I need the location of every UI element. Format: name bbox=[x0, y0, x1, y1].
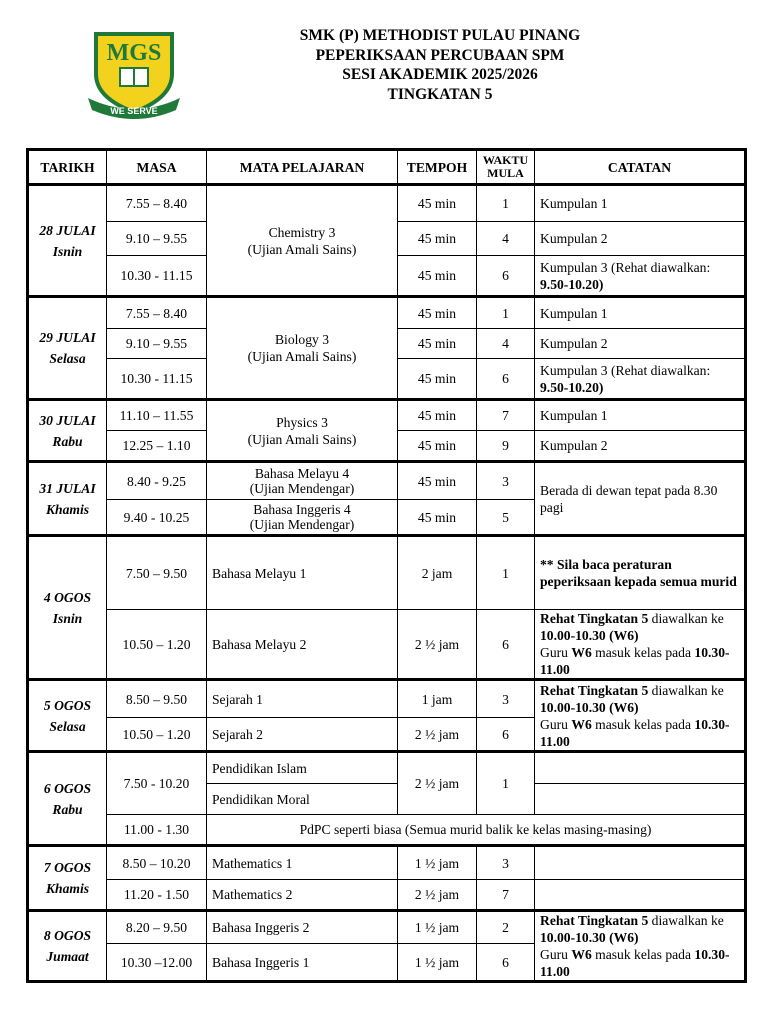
header-mata-pelajaran: MATA PELAJARAN bbox=[207, 150, 398, 185]
time-cell: 8.40 - 9.25 bbox=[107, 462, 207, 500]
time-cell: 10.30 –12.00 bbox=[107, 944, 207, 982]
time-cell: 11.00 - 1.30 bbox=[107, 815, 207, 846]
subject-cell: Chemistry 3 (Ujian Amali Sains) bbox=[207, 185, 398, 297]
date-cell: 4 OGOS Isnin bbox=[28, 536, 107, 680]
subject-cell: Sejarah 2 bbox=[207, 718, 398, 752]
start-period-cell: 1 bbox=[477, 185, 535, 222]
duration-cell: 45 min bbox=[398, 297, 477, 329]
duration-cell: 1 ½ jam bbox=[398, 944, 477, 982]
note-cell: Kumpulan 2 bbox=[535, 431, 746, 462]
duration-cell: 1 ½ jam bbox=[398, 846, 477, 880]
time-cell: 10.30 - 11.15 bbox=[107, 359, 207, 400]
table-row bbox=[28, 752, 746, 784]
table-row bbox=[28, 185, 746, 222]
time-cell: 9.10 – 9.55 bbox=[107, 222, 207, 256]
start-period-cell: 9 bbox=[477, 431, 535, 462]
time-cell: 10.30 - 11.15 bbox=[107, 256, 207, 297]
time-cell: 11.20 - 1.50 bbox=[107, 880, 207, 911]
start-period-cell: 3 bbox=[477, 462, 535, 500]
header-catatan: CATATAN bbox=[535, 150, 746, 185]
table-row bbox=[28, 400, 746, 431]
start-period-cell: 4 bbox=[477, 222, 535, 256]
start-period-cell: 1 bbox=[477, 752, 535, 815]
note-cell: Kumpulan 1 bbox=[535, 297, 746, 329]
start-period-cell: 4 bbox=[477, 329, 535, 359]
note-cell: Kumpulan 1 bbox=[535, 185, 746, 222]
exam-name: PEPERIKSAAN PERCUBAAN SPM bbox=[315, 46, 565, 64]
start-period-cell: 6 bbox=[477, 610, 535, 680]
note-cell bbox=[535, 784, 746, 815]
date-cell: 28 JULAI Isnin bbox=[28, 185, 107, 297]
start-period-cell: 3 bbox=[477, 846, 535, 880]
duration-cell: 45 min bbox=[398, 431, 477, 462]
time-cell: 7.55 – 8.40 bbox=[107, 297, 207, 329]
subject-cell: Biology 3 (Ujian Amali Sains) bbox=[207, 297, 398, 400]
header-tempoh: TEMPOH bbox=[398, 150, 477, 185]
time-cell: 10.50 – 1.20 bbox=[107, 610, 207, 680]
start-period-cell: 6 bbox=[477, 256, 535, 297]
crest-initials: MGS bbox=[106, 40, 162, 66]
subject-cell: Bahasa Inggeris 1 bbox=[207, 944, 398, 982]
duration-cell: 45 min bbox=[398, 256, 477, 297]
date-cell: 6 OGOS Rabu bbox=[28, 752, 107, 846]
table-row bbox=[28, 880, 746, 911]
time-cell: 8.50 – 9.50 bbox=[107, 680, 207, 718]
note-cell: Berada di dewan tepat pada 8.30 pagi bbox=[535, 462, 746, 536]
duration-cell: 1 jam bbox=[398, 680, 477, 718]
subject-cell: Bahasa Melayu 2 bbox=[207, 610, 398, 680]
table-row bbox=[28, 462, 746, 500]
date-cell: 29 JULAI Selasa bbox=[28, 297, 107, 400]
form-level: TINGKATAN 5 bbox=[387, 85, 493, 103]
duration-cell: 2 ½ jam bbox=[398, 880, 477, 911]
duration-cell: 45 min bbox=[398, 222, 477, 256]
time-cell: 8.20 – 9.50 bbox=[107, 911, 207, 944]
subject-cell: Physics 3 (Ujian Amali Sains) bbox=[207, 400, 398, 462]
pdpc-cell: PdPC seperti biasa (Semua murid balik ke kelas masing-masing) bbox=[207, 815, 746, 846]
start-period-cell: 5 bbox=[477, 500, 535, 536]
subject-cell: Bahasa Melayu 1 bbox=[207, 536, 398, 610]
start-period-cell: 7 bbox=[477, 400, 535, 431]
note-cell: Rehat Tingkatan 5 diawalkan ke 10.00-10.30 (W6) Guru W6 masuk kelas pada 10.30-11.00 bbox=[535, 610, 746, 680]
session: SESI AKADEMIK 2025/2026 bbox=[342, 66, 538, 83]
start-period-cell: 6 bbox=[477, 359, 535, 400]
time-cell: 7.50 - 10.20 bbox=[107, 752, 207, 815]
date-cell: 31 JULAI Khamis bbox=[28, 462, 107, 536]
start-period-cell: 2 bbox=[477, 911, 535, 944]
duration-cell: 45 min bbox=[398, 359, 477, 400]
subject-cell: Sejarah 1 bbox=[207, 680, 398, 718]
time-cell: 7.50 – 9.50 bbox=[107, 536, 207, 610]
start-period-cell: 6 bbox=[477, 718, 535, 752]
subject-cell: Bahasa Inggeris 2 bbox=[207, 911, 398, 944]
start-period-cell: 1 bbox=[477, 536, 535, 610]
date-cell: 5 OGOS Selasa bbox=[28, 680, 107, 752]
crest-motto: WE SERVE bbox=[110, 106, 158, 116]
table-row bbox=[28, 680, 746, 718]
school-crest-logo bbox=[86, 28, 182, 120]
time-cell: 10.50 – 1.20 bbox=[107, 718, 207, 752]
table-row bbox=[28, 536, 746, 610]
subject-cell: Mathematics 2 bbox=[207, 880, 398, 911]
subject-cell: Bahasa Melayu 4 (Ujian Mendengar) bbox=[207, 462, 398, 500]
exam-schedule-table bbox=[26, 148, 747, 983]
note-cell bbox=[535, 846, 746, 880]
time-cell: 7.55 – 8.40 bbox=[107, 185, 207, 222]
note-cell: Kumpulan 3 (Rehat diawalkan: 9.50-10.20) bbox=[535, 256, 746, 297]
duration-cell: 2 ½ jam bbox=[398, 752, 477, 815]
subject-cell: Pendidikan Islam bbox=[207, 752, 398, 784]
date-cell: 8 OGOS Jumaat bbox=[28, 911, 107, 982]
time-cell: 9.10 – 9.55 bbox=[107, 329, 207, 359]
duration-cell: 45 min bbox=[398, 462, 477, 500]
note-cell: Rehat Tingkatan 5 diawalkan ke 10.00-10.30 (W6) Guru W6 masuk kelas pada 10.30-11.00 bbox=[535, 680, 746, 752]
duration-cell: 45 min bbox=[398, 329, 477, 359]
duration-cell: 45 min bbox=[398, 185, 477, 222]
table-row bbox=[28, 610, 746, 680]
time-cell: 12.25 – 1.10 bbox=[107, 431, 207, 462]
subject-cell: Mathematics 1 bbox=[207, 846, 398, 880]
date-cell: 30 JULAI Rabu bbox=[28, 400, 107, 462]
duration-cell: 2 ½ jam bbox=[398, 718, 477, 752]
time-cell: 8.50 – 10.20 bbox=[107, 846, 207, 880]
note-cell bbox=[535, 752, 746, 784]
duration-cell: 2 jam bbox=[398, 536, 477, 610]
note-cell: Kumpulan 3 (Rehat diawalkan: 9.50-10.20) bbox=[535, 359, 746, 400]
note-cell bbox=[535, 880, 746, 911]
note-cell: Kumpulan 2 bbox=[535, 329, 746, 359]
start-period-cell: 7 bbox=[477, 880, 535, 911]
duration-cell: 2 ½ jam bbox=[398, 610, 477, 680]
duration-cell: 45 min bbox=[398, 400, 477, 431]
start-period-cell: 3 bbox=[477, 680, 535, 718]
subject-cell: Bahasa Inggeris 4 (Ujian Mendengar) bbox=[207, 500, 398, 536]
header-masa: MASA bbox=[107, 150, 207, 185]
duration-cell: 45 min bbox=[398, 500, 477, 536]
time-cell: 11.10 – 11.55 bbox=[107, 400, 207, 431]
table-row bbox=[28, 297, 746, 329]
note-cell: Kumpulan 1 bbox=[535, 400, 746, 431]
start-period-cell: 1 bbox=[477, 297, 535, 329]
time-cell: 9.40 - 10.25 bbox=[107, 500, 207, 536]
table-row bbox=[28, 846, 746, 880]
document-header bbox=[180, 26, 700, 104]
header-tarikh: TARIKH bbox=[28, 150, 107, 185]
school-name: SMK (P) METHODIST PULAU PINANG bbox=[299, 27, 581, 44]
note-cell: Kumpulan 2 bbox=[535, 222, 746, 256]
note-cell: ** Sila baca peraturan peperiksaan kepada semua murid bbox=[535, 536, 746, 610]
start-period-cell: 6 bbox=[477, 944, 535, 982]
table-row bbox=[28, 911, 746, 944]
duration-cell: 1 ½ jam bbox=[398, 911, 477, 944]
table-row bbox=[28, 815, 746, 846]
note-cell: Rehat Tingkatan 5 diawalkan ke 10.00-10.30 (W6) Guru W6 masuk kelas pada 10.30-11.00 bbox=[535, 911, 746, 982]
header-waktu-mula: WAKTU MULA bbox=[477, 150, 535, 185]
date-cell: 7 OGOS Khamis bbox=[28, 846, 107, 911]
subject-cell: Pendidikan Moral bbox=[207, 784, 398, 815]
table-header-row bbox=[28, 150, 746, 185]
